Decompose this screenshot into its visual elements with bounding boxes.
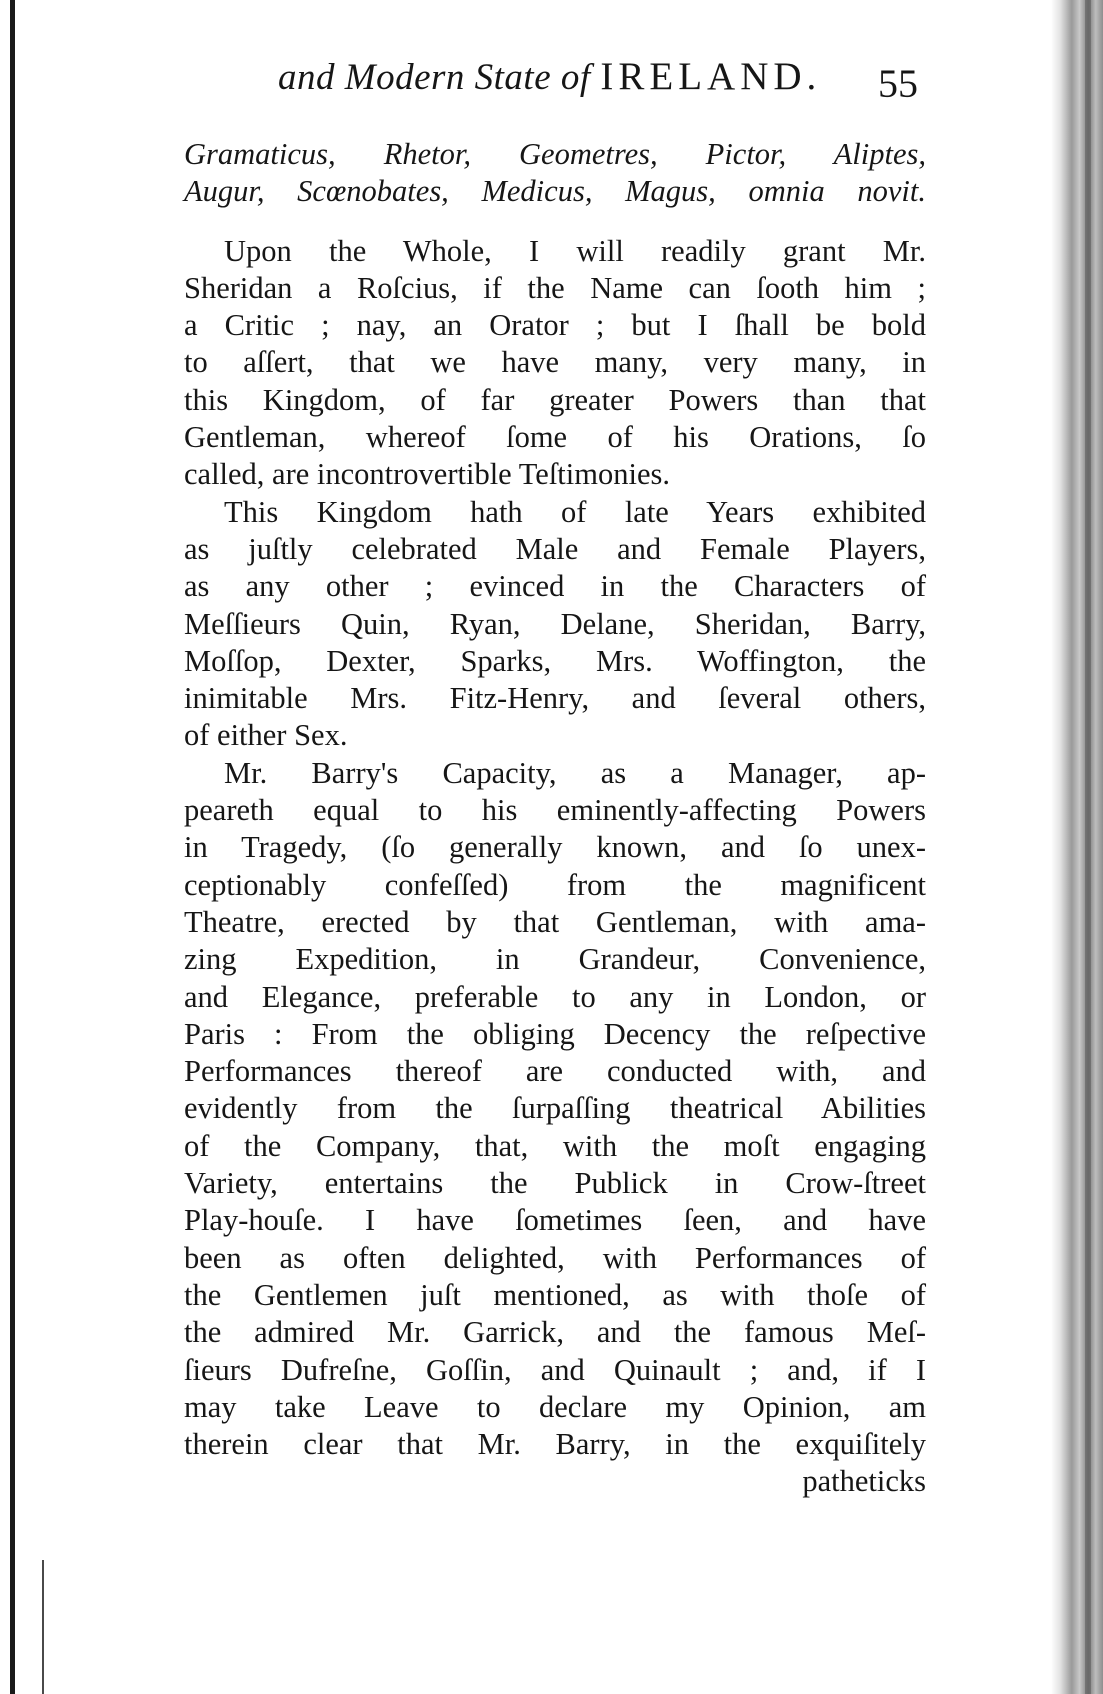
text-line: as any other ; evinced in the Characters of — [184, 569, 926, 604]
text-line: Gramaticus, Rhetor, Geometres, Pictor, Aliptes, — [184, 137, 926, 171]
text-line: peareth equal to his eminently-affecting Powers — [184, 793, 926, 828]
text-line: a Critic ; nay, an Orator ; but I ſhall be bold — [184, 308, 926, 343]
page-edge-line — [1085, 0, 1091, 1694]
text-line: Paris : From the obliging Decency the reſpective — [184, 1016, 926, 1051]
text-line: may take Leave to declare my Opinion, am — [184, 1389, 926, 1424]
text-line: called, are incontrovertible Teſtimonies. — [184, 457, 670, 492]
page-header — [0, 46, 1050, 106]
text-line: Mr. Barry's Capacity, as a Manager, ap- — [224, 755, 926, 790]
text-line: This Kingdom hath of late Years exhibited — [224, 494, 926, 529]
text-line: Augur, Scœnobates, Medicus, Magus, omnia novit. — [184, 174, 926, 209]
text-line: Theatre, erected by that Gentleman, with ama- — [184, 904, 926, 939]
text-line: ſieurs Dufreſne, Goſſin, and Quinault ; and, if I — [184, 1352, 926, 1387]
running-title-italic: and Modern State of — [278, 57, 591, 98]
left-margin-rule — [10, 0, 15, 1694]
text-line: Variety, entertains the Publick in Crow-ſtreet — [184, 1166, 926, 1201]
page-edge-shadow — [1051, 0, 1103, 1694]
section-gap — [184, 211, 926, 233]
text-line: to aſſert, that we have many, very many, in — [184, 345, 926, 380]
text-line: of the Company, that, with the moſt engaging — [184, 1128, 926, 1163]
body-text — [184, 136, 926, 1501]
text-line: Moſſop, Dexter, Sparks, Mrs. Woffington, the — [184, 643, 926, 678]
text-line: this Kingdom, of far greater Powers than that — [184, 382, 926, 417]
page-number: 55 — [878, 61, 918, 106]
text-line: in Tragedy, (ſo generally known, and ſo unex- — [184, 830, 926, 865]
catchword: patheticks — [802, 1464, 926, 1499]
text-line: as juſtly celebrated Male and Female Players, — [184, 531, 926, 566]
text-line: been as often delighted, with Performances of — [184, 1240, 926, 1275]
text-line: of either Sex. — [184, 718, 348, 753]
text-line: zing Expedition, in Grandeur, Convenience, — [184, 942, 926, 977]
text-line: the Gentlemen juſt mentioned, as with thoſe of — [184, 1277, 926, 1312]
text-line: Performances thereof are conducted with, and — [184, 1054, 926, 1089]
text-line: evidently from the ſurpaſſing theatrical Abilities — [184, 1091, 926, 1126]
text-line: and Elegance, preferable to any in London, or — [184, 979, 926, 1014]
text-line: inimitable Mrs. Fitz-Henry, and ſeveral others, — [184, 681, 926, 716]
text-line: the admired Mr. Garrick, and the famous Meſ- — [184, 1315, 926, 1350]
text-line: Meſſieurs Quin, Ryan, Delane, Sheridan, Barry, — [184, 606, 926, 641]
text-line: Gentleman, whereof ſome of his Orations, ſo — [184, 420, 926, 455]
text-line: Play-houſe. I have ſometimes ſeen, and have — [184, 1203, 926, 1238]
text-line: Upon the Whole, I will readily grant Mr. — [224, 233, 926, 268]
text-line: Sheridan a Roſcius, if the Name can ſooth him ; — [184, 270, 926, 305]
running-title-caps: IRELAND. — [600, 55, 822, 98]
left-margin-mark — [42, 1560, 44, 1694]
running-title — [278, 54, 821, 99]
text-line: therein clear that Mr. Barry, in the exquiſitely — [184, 1427, 926, 1462]
text-line: ceptionably confeſſed) from the magnificent — [184, 867, 926, 902]
